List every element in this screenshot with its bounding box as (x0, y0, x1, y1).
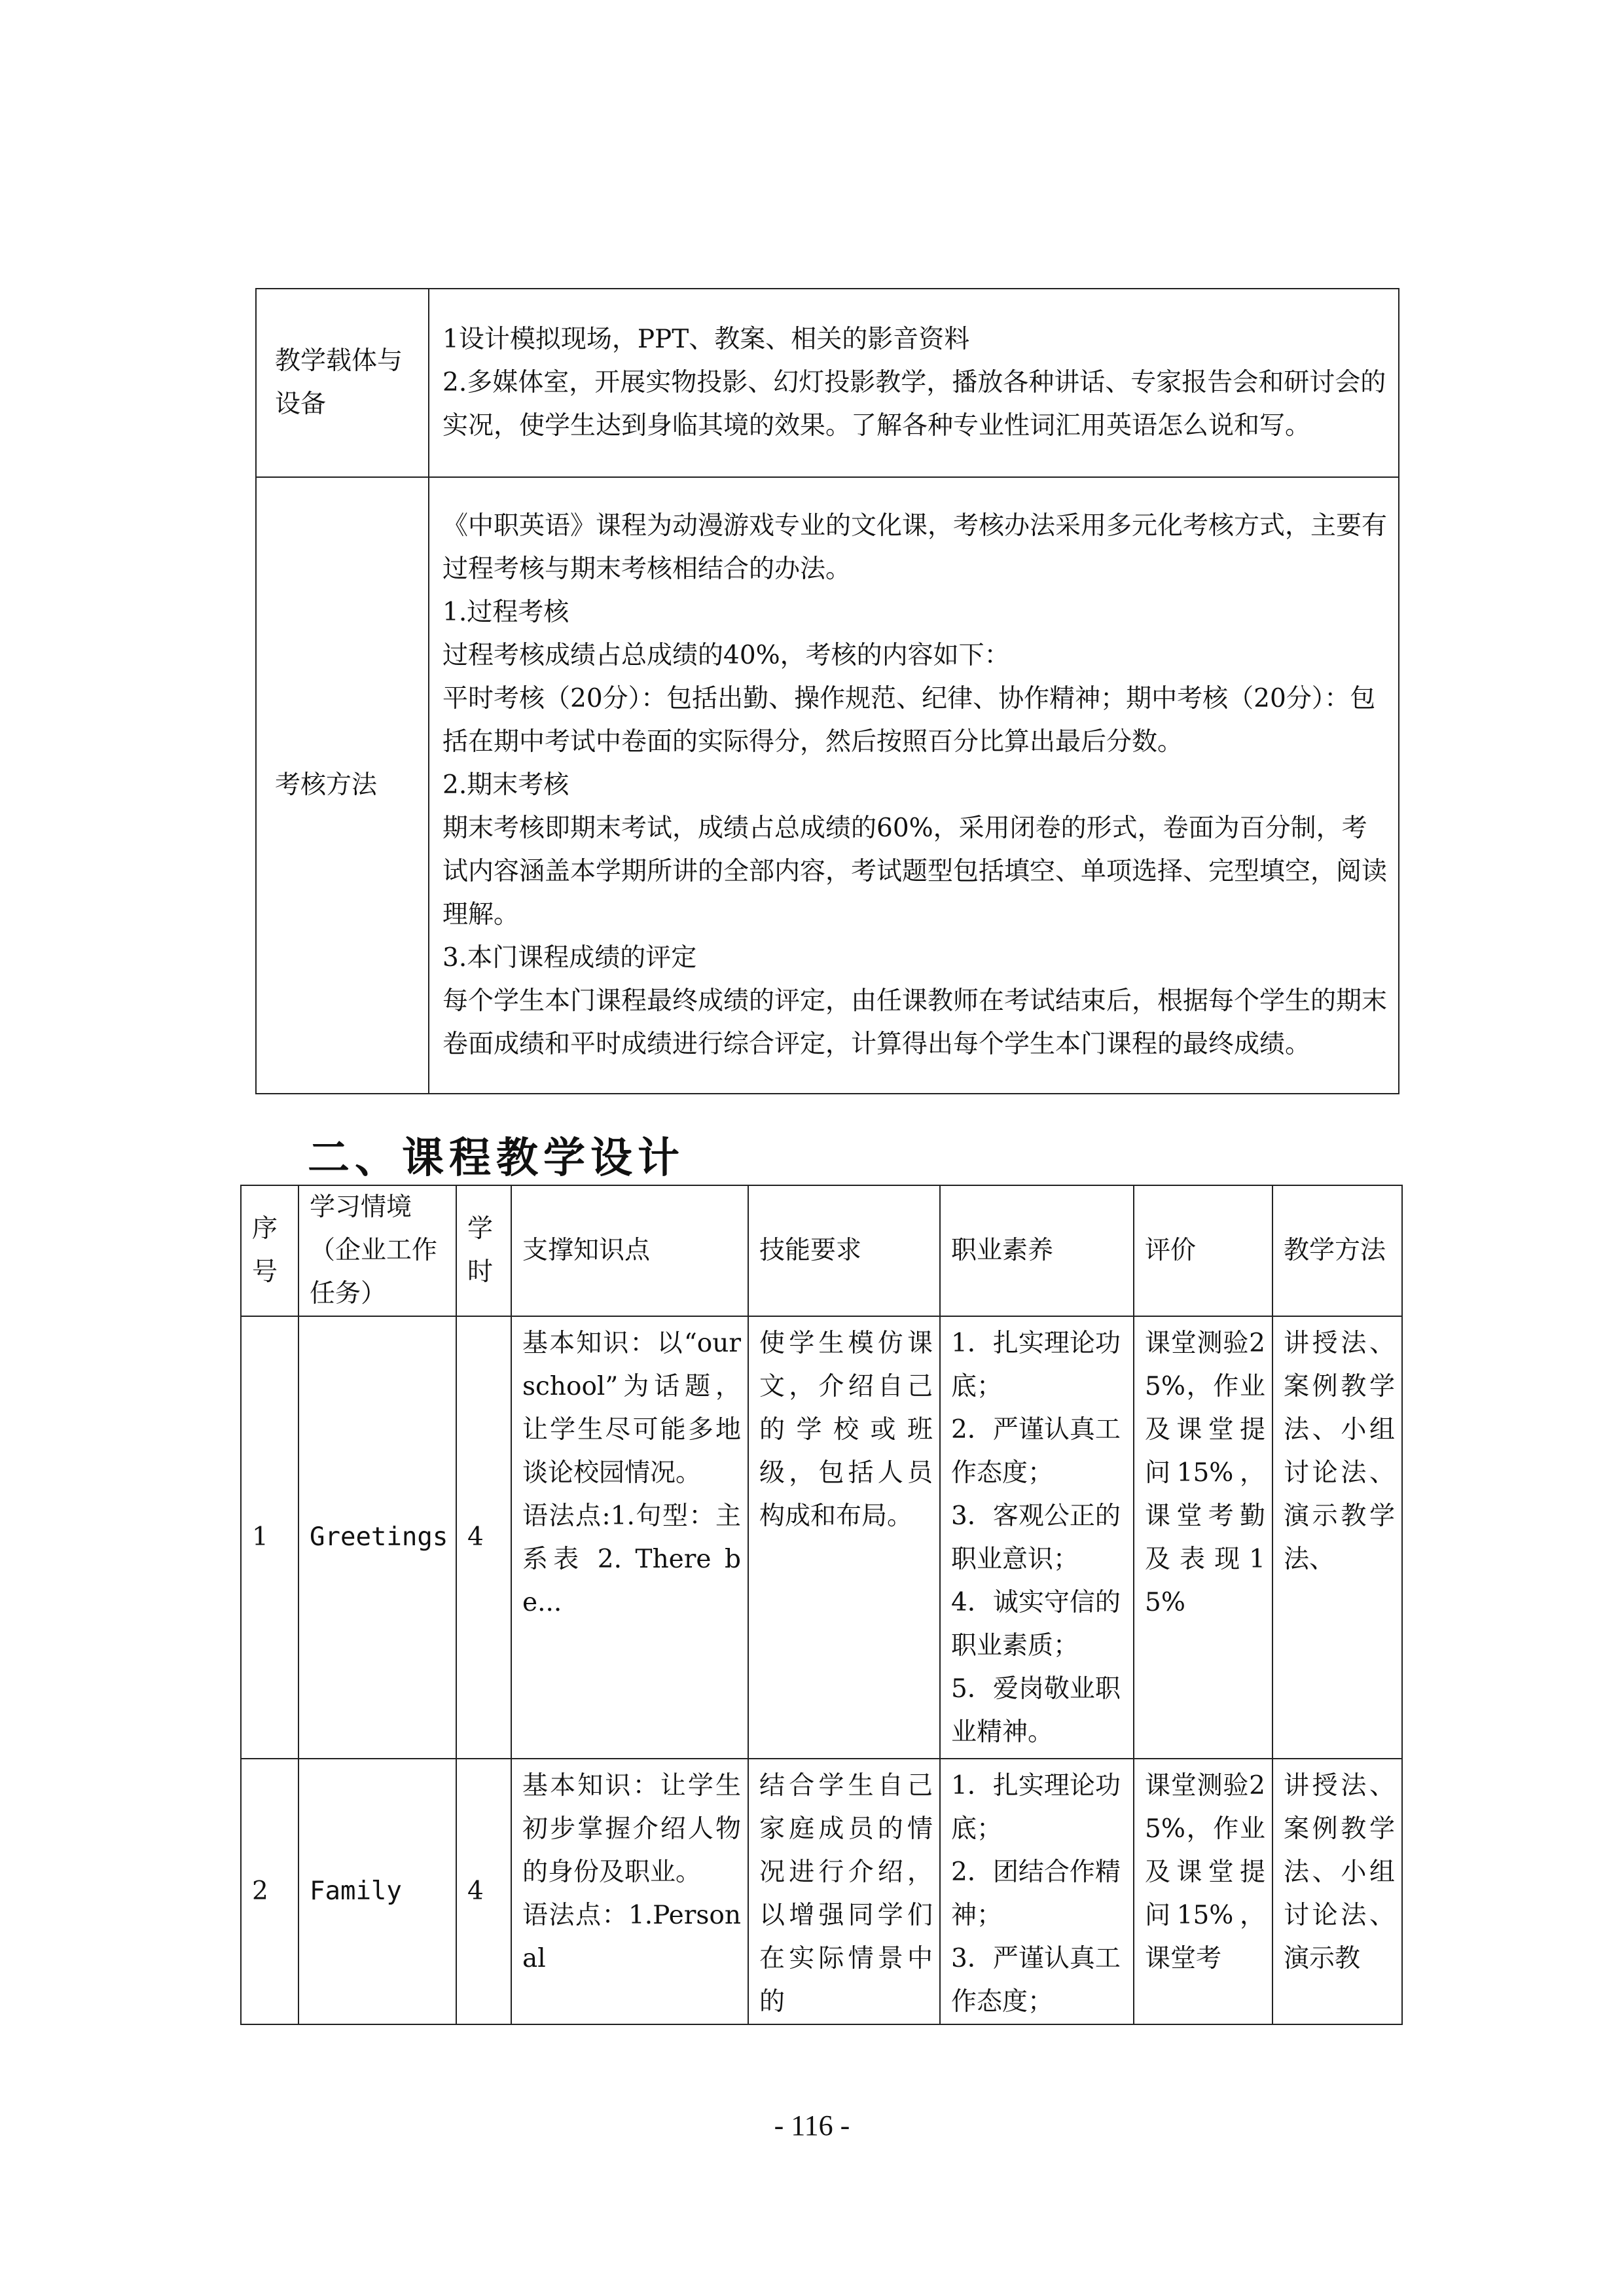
knowledge-points (511, 1316, 748, 1759)
header-cell: 学时 (456, 1185, 511, 1316)
row-label: 考核方法 (256, 477, 429, 1094)
row-content (429, 477, 1399, 1094)
paragraph: 平时考核（20分）：包括出勤、操作规范、纪律、协作精神；期中考核（20分）：包括在期中考试中卷面的实际得分，然后按照百分比算出最后分数。 (442, 684, 1376, 757)
quality-item: 5．爱岗敬业职业精神。 (951, 1674, 1121, 1747)
quality-item: 1．扎实理论功底； (951, 1329, 1121, 1401)
header-cell: 评价 (1134, 1185, 1272, 1316)
course-design-table (240, 1185, 1403, 2025)
learning-situation: Greetings (298, 1316, 456, 1759)
table-row (256, 477, 1399, 1094)
knowledge-line: 基本知识：让学生初步掌握介绍人物的身份及职业。 (522, 1771, 741, 1887)
class-hours: 4 (456, 1316, 511, 1759)
class-hours: 4 (456, 1759, 511, 2024)
paragraph: 《中职英语》课程为动漫游戏专业的文化课，考核办法采用多元化考核方式，主要有过程考核与期末考核相结合的办法。 (442, 511, 1388, 584)
professional-quality (940, 1759, 1134, 2024)
header-cell: 支撑知识点 (511, 1185, 748, 1316)
section-title: 二、课程教学设计 (308, 1134, 685, 1183)
evaluation: 课堂测验25%，作业及课堂提问15%，课堂考勤及表现15% (1134, 1316, 1272, 1759)
table-header-row (241, 1185, 1402, 1316)
paragraph: 1.过程考核 (442, 598, 569, 627)
header-cell: 技能要求 (748, 1185, 940, 1316)
knowledge-points (511, 1759, 748, 2024)
knowledge-line: 语法点:1.句型：主系表 2. There be... (522, 1501, 741, 1617)
knowledge-line: 基本知识：以“our school”为话题，让学生尽可能多地谈论校园情况。 (522, 1329, 741, 1488)
paragraph: 3.本门课程成绩的评定 (442, 943, 697, 973)
evaluation: 课堂测验25%，作业及课堂提问15%，课堂考 (1134, 1759, 1272, 2024)
teaching-methods: 讲授法、案例教学法、小组讨论法、演示教 (1272, 1759, 1402, 2024)
skill-requirements: 使学生模仿课文，介绍自己的学校或班级，包括人员构成和布局。 (748, 1316, 940, 1759)
learning-situation: Family (298, 1759, 456, 2024)
quality-item: 2．团结合作精神； (951, 1857, 1121, 1930)
paragraph: 2.多媒体室，开展实物投影、幻灯投影教学，播放各种讲话、专家报告会和研讨会的实况，使学生达到身临其境的效果。了解各种专业性词汇用英语怎么说和写。 (442, 368, 1386, 440)
row-number: 2 (241, 1759, 298, 2024)
header-cell: 序号 (241, 1185, 298, 1316)
paragraph: 每个学生本门课程最终成绩的评定，由任课教师在考试结束后，根据每个学生的期末卷面成绩和平时成绩进行综合评定，计算得出每个学生本门课程的最终成绩。 (442, 986, 1388, 1059)
paragraph: 过程考核成绩占总成绩的40%，考核的内容如下： (442, 641, 1010, 670)
quality-item: 1．扎实理论功底； (951, 1771, 1121, 1844)
paragraph: 期末考核即期末考试，成绩占总成绩的60%，采用闭卷的形式，卷面为百分制，考试内容涵盖本学期所讲的全部内容，考试题型包括填空、单项选择、完型填空，阅读理解。 (442, 814, 1388, 929)
teaching-methods: 讲授法、案例教学法、小组讨论法、演示教学法、 (1272, 1316, 1402, 1759)
table-row (256, 289, 1399, 477)
table-row (241, 1759, 1402, 2024)
header-cell: 教学方法 (1272, 1185, 1402, 1316)
header-cell: 职业素养 (940, 1185, 1134, 1316)
page-number: - 116 - (774, 2109, 850, 2142)
table-row (241, 1316, 1402, 1759)
row-content (429, 289, 1399, 477)
course-info-table (255, 288, 1399, 1094)
professional-quality (940, 1316, 1134, 1759)
row-label: 教学载体与设备 (256, 289, 429, 477)
quality-item: 3．严谨认真工作态度； (951, 1944, 1121, 2017)
skill-requirements: 结合学生自己家庭成员的情况进行介绍，以增强同学们在实际情景中的 (748, 1759, 940, 2024)
quality-item: 3．客观公正的职业意识； (951, 1501, 1121, 1574)
knowledge-line: 语法点：1.Personal (522, 1901, 741, 1973)
header-cell: 学习情境（企业工作任务） (298, 1185, 456, 1316)
paragraph: 2.期末考核 (442, 770, 569, 800)
quality-item: 4．诚实守信的职业素质； (951, 1588, 1121, 1660)
paragraph: 1设计模拟现场，PPT、教案、相关的影音资料 (442, 325, 970, 354)
row-number: 1 (241, 1316, 298, 1759)
quality-item: 2．严谨认真工作态度； (951, 1415, 1121, 1488)
